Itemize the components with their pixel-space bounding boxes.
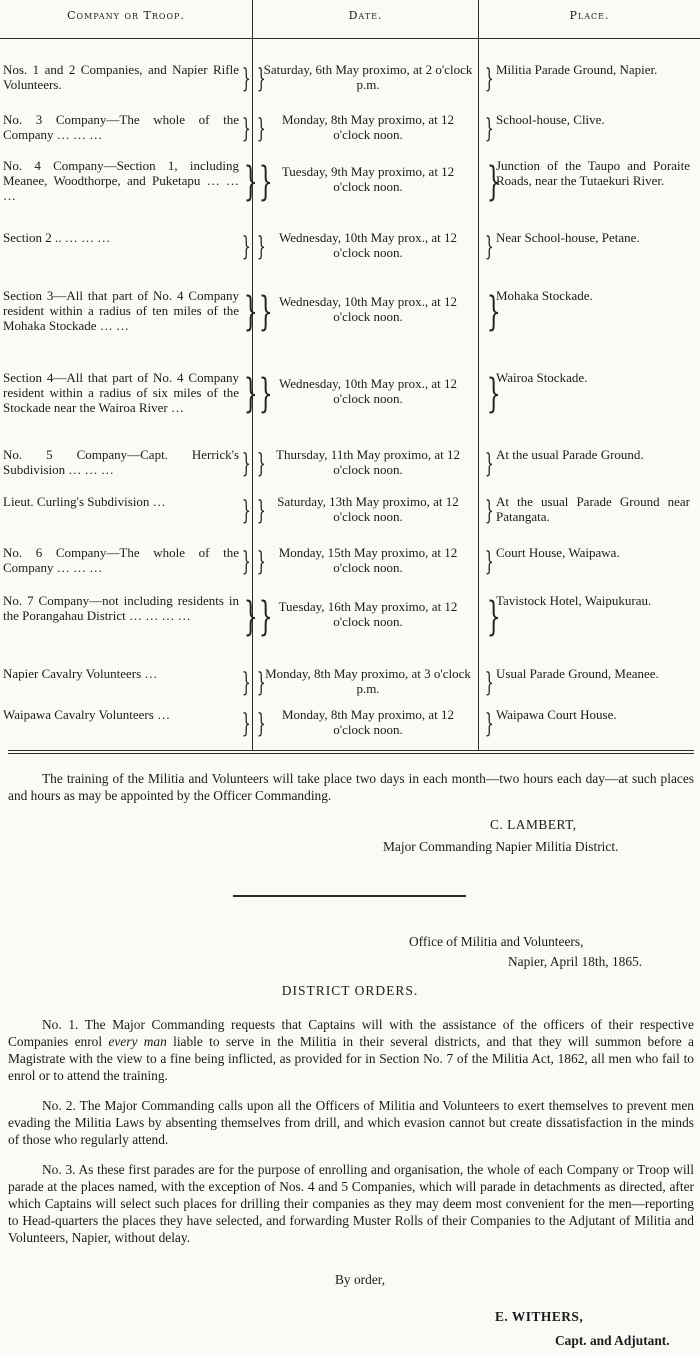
brace-place: } — [484, 668, 494, 698]
brace-date: } — [256, 496, 266, 526]
brace-place: } — [486, 289, 501, 335]
brace-date: } — [258, 159, 273, 205]
brace-date: } — [256, 449, 266, 479]
row-company: Section 3—All that part of No. 4 Company resident within a radius of ten miles of the Mohaka Stockade … … — [3, 288, 239, 333]
brace-company: } — [243, 594, 258, 640]
brace-place: } — [484, 114, 494, 144]
row-place: Junction of the Taupo and Poraite Roads, near the Tutaekuri River. — [496, 158, 690, 188]
order-no-3: No. 3. As these first parades are for the purpose of enrolling and organisation, the whole of each Company or Troop will parade at the places named, with the exception of Nos. 4 and 5 Companies, which will parade in detachments as directed, after which Captains will select such places for drilling their companies as they may deem most convenient for the men—reporting to Head-quarters the places they have selected, and forwarding Muster Rolls of their Companies to the Adjutant of Militia and Volunteers, Napier, without delay. — [8, 1162, 694, 1245]
brace-date: } — [256, 547, 266, 577]
office-line-2: Napier, April 18th, 1865. — [508, 954, 643, 969]
row-date: Wednesday, 10th May prox., at 12 o'clock noon. — [279, 230, 457, 260]
row-date: Saturday, 13th May proximo, at 12 o'clock noon. — [277, 494, 459, 524]
row-company: Napier Cavalry Volunteers … — [3, 666, 158, 681]
row-place: Waipawa Court House. — [496, 707, 617, 722]
adjutant-title: Capt. and Adjutant. — [555, 1333, 670, 1348]
header-place: Place. — [569, 9, 610, 22]
table-bottom-rule-2 — [8, 753, 694, 754]
adjutant-name: E. WITHERS, — [495, 1309, 584, 1324]
row-place: Tavistock Hotel, Waipukurau. — [496, 593, 652, 608]
brace-place: } — [486, 371, 501, 417]
brace-place: } — [484, 449, 494, 479]
row-date: Saturday, 6th May proximo, at 2 o'clock p.m. — [263, 62, 473, 92]
row-company: No. 6 Company—The whole of the Company … … … — [3, 545, 239, 575]
row-date: Monday, 8th May proximo, at 12 o'clock noon. — [281, 112, 455, 142]
row-date: Thursday, 11th May proximo, at 12 o'clock noon. — [276, 447, 460, 477]
row-company: Nos. 1 and 2 Companies, and Napier Rifle Volunteers. — [3, 62, 239, 92]
brace-place: } — [486, 594, 501, 640]
header-date: Date. — [348, 9, 383, 22]
brace-company: } — [243, 159, 258, 205]
row-company: Waipawa Cavalry Volunteers … — [3, 707, 171, 722]
row-company: Lieut. Curling's Subdivision … — [3, 494, 166, 509]
column-divider — [478, 0, 479, 750]
row-date: Tuesday, 16th May proximo, at 12 o'clock noon. — [278, 599, 458, 629]
table-bottom-rule — [8, 750, 694, 751]
brace-date: } — [258, 289, 273, 335]
brace-company: } — [243, 371, 258, 417]
brace-date: } — [256, 668, 266, 698]
brace-date: } — [256, 64, 266, 94]
header-company: Company or Troop. — [67, 9, 185, 22]
orders-heading: DISTRICT ORDERS. — [281, 983, 419, 998]
brace-company: } — [241, 449, 251, 479]
row-company: No. 4 Company—Section 1, including Meanee, Woodthorpe, and Puketapu … … … — [3, 158, 239, 203]
brace-date: } — [256, 114, 266, 144]
brace-company: } — [243, 289, 258, 335]
row-place: At the usual Parade Ground. — [496, 447, 644, 462]
row-date: Tuesday, 9th May proximo, at 12 o'clock noon. — [281, 164, 455, 194]
brace-date: } — [256, 232, 266, 262]
brace-company: } — [241, 114, 251, 144]
row-date: Monday, 8th May proximo, at 12 o'clock noon. — [281, 707, 455, 737]
brace-company: } — [241, 709, 251, 739]
row-place: Near School-house, Petane. — [496, 230, 640, 245]
header-rule — [0, 38, 700, 39]
brace-place: } — [484, 232, 494, 262]
brace-company: } — [241, 547, 251, 577]
brace-place: } — [486, 159, 501, 205]
order-no-1 — [8, 1016, 694, 1084]
brace-date: } — [258, 371, 273, 417]
brace-company: } — [241, 668, 251, 698]
brace-company: } — [241, 496, 251, 526]
brace-place: } — [484, 64, 494, 94]
row-place: Militia Parade Ground, Napier. — [496, 62, 658, 77]
row-place: Usual Parade Ground, Meanee. — [496, 666, 659, 681]
brace-company: } — [241, 232, 251, 262]
row-date: Wednesday, 10th May prox., at 12 o'clock noon. — [279, 294, 457, 324]
row-company: No. 5 Company—Capt. Herrick's Subdivision … … … — [3, 447, 239, 477]
row-place: Court House, Waipawa. — [496, 545, 620, 560]
brace-company: } — [241, 64, 251, 94]
row-place: School-house, Clive. — [496, 112, 605, 127]
brace-place: } — [484, 496, 494, 526]
section-divider — [233, 895, 466, 897]
row-company: Section 4—All that part of No. 4 Company resident within a radius of six miles of the Stockade near the Wairoa River … — [3, 370, 239, 415]
order-no-1-text: No. 1. The Major Commanding requests that Captains will with the assistance of the officers of their respective Companies enrol — [8, 1017, 694, 1049]
row-place: At the usual Parade Ground near Patangata. — [496, 494, 690, 524]
row-company: No. 7 Company—not including residents in the Porangahau District … … … … — [3, 593, 239, 623]
row-date: Wednesday, 10th May prox., at 12 o'clock noon. — [279, 376, 457, 406]
order-no-1-emphasis: every man — [108, 1034, 167, 1049]
brace-date: } — [256, 709, 266, 739]
row-place: Wairoa Stockade. — [496, 370, 588, 385]
brace-place: } — [484, 709, 494, 739]
signature-title: Major Commanding Napier Militia District. — [383, 839, 619, 854]
row-date: Monday, 15th May proximo, at 12 o'clock noon. — [278, 545, 458, 575]
order-no-1-text-end: liable to serve in the Militia in their several districts, and that they will summon before a Magistrate with the view to a fine being inflicted, as provided for in Section No. 7 of the Militia Act, 1862, all men who fail to enrol or to attend the training. — [8, 1034, 694, 1083]
brace-date: } — [258, 594, 273, 640]
signature-name: C. LAMBERT, — [490, 817, 577, 832]
row-company: Section 2 .. … … … — [3, 230, 111, 245]
row-date: Monday, 8th May proximo, at 3 o'clock p.m. — [265, 666, 471, 696]
row-company: No. 3 Company—The whole of the Company … … … — [3, 112, 239, 142]
brace-place: } — [484, 547, 494, 577]
by-order: By order, — [335, 1272, 386, 1287]
training-note: The training of the Militia and Volunteers will take place two days in each month—two hours each day—at such places and hours as may be appointed by the Officer Commanding. — [8, 771, 694, 803]
order-no-2: No. 2. The Major Commanding calls upon all the Officers of Militia and Volunteers to exert themselves to prevent men evading the Militia Laws by absenting themselves from drill, and which evasion cannot but create dissatisfaction in the minds of those who regularly attend. — [8, 1098, 694, 1147]
office-line-1: Office of Militia and Volunteers, — [409, 934, 584, 949]
row-place: Mohaka Stockade. — [496, 288, 593, 303]
